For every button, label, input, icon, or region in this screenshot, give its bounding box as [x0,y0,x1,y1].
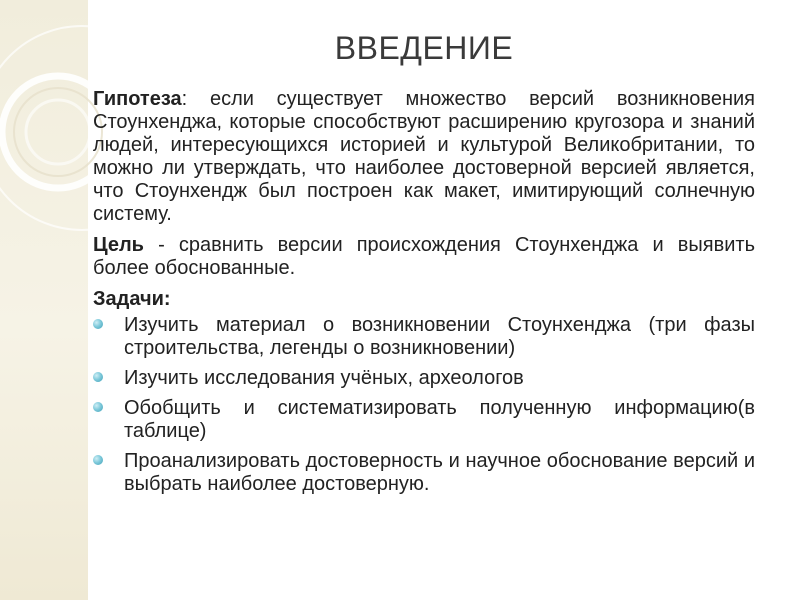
tasks-heading: Задачи: [93,288,171,310]
task-text: Обобщить и систематизировать полученную информацию(в таблице) [124,397,755,442]
bullet-icon [93,455,103,465]
bullet-icon [93,372,103,382]
hypothesis-label: Гипотеза [93,88,182,110]
task-item [93,450,755,496]
task-item [93,397,755,443]
bullet-icon [93,319,103,329]
bullet-icon [93,402,103,412]
goal-text: - сравнить версии происхождения Стоунхенджа и выявить более обоснованные. [93,234,755,279]
task-item [93,367,755,390]
task-text: Изучить материал о возникновении Стоунхенджа (три фазы строительства, легенды о возникновении) [124,314,755,359]
task-text: Изучить исследования учёных, археологов [124,367,524,389]
goal-label: Цель [93,234,144,256]
hypothesis-text: : если существует множество версий возникновения Стоунхенджа, которые способствуют расширению кругозора и знаний людей, интересующихся историей и культурой Великобритании, то можно ли утверждать, что наиболее достоверной версией является, что Стоунхендж был построен как макет, имитирующий солнечную систему. [93,88,755,225]
slide-content [93,88,755,503]
side-decoration-band [0,0,88,600]
tasks-list [93,314,755,496]
task-item [93,314,755,360]
goal-paragraph [93,234,755,280]
hypothesis-paragraph [93,88,755,226]
task-text: Проанализировать достоверность и научное обоснование версий и выбрать наиболее достоверную. [124,450,755,495]
slide-title: ВВЕДЕНИЕ [334,30,514,66]
